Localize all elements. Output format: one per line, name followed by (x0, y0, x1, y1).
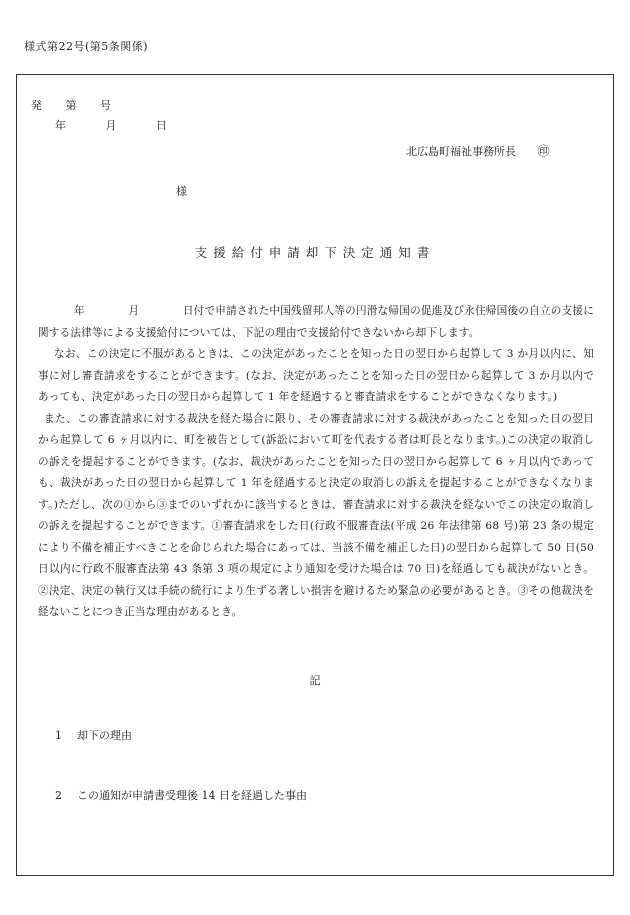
issue-date-line (48, 104, 167, 133)
paragraph-1: 年 月 日付で申請された中国残留邦人等の円滑な帰国の促進及び永住帰国後の自立の支援に関する法律等による支援給付については、下記の理由で支援給付できないから却下します。 (38, 305, 594, 339)
form-number: 様式第22号(第5条関係) (24, 40, 149, 53)
paragraph-2: なお、この決定に不服があるときは、この決定があったことを知った日の翌日から起算して 3 か月以内に、知事に対し審査請求をすることができます。(なお、決定があったことを知った日の翌日から起算して 3 か月以内であっても、決定があった日の翌日から起算して 1 年を経過すると審査請求をすることができなくなります。) (38, 348, 594, 403)
paragraph-3: また、この審査請求に対する裁決を経た場合に限り、その審査請求に対する裁決があったことを知った日の翌日から起算して 6 ヶ月以内に、町を被告として(訴訟において町を代表する者は町長となります。)この決定の取消しの訴えを提起することができます。(なお、裁決があったことを知った日の翌日から起算して 6 ヶ月以内であっても、裁決があった日の翌日から起算して 1 年を経過すると決定の取消しの訴えを提起することができなくなります。)ただし、次の①から③までのいずれかに該当するときは、審査請求に対する裁決を経ないでこの決定の取消しの訴えを提起することができます。①審査請求をした日(行政不服審査法(平成 26 年法律第 68 号)第 23 条の規定により不備を補正すべきことを命じられた場合にあっては、当該不備を補正した日)の翌日から起算して 50 日(50 日以内に行政不服審査法第 43 条第 3 項の規定により通知を受けた場合は 70 日)を経過しても裁決がないとき。②決定、決定の執行又は手続の続行により生ずる著しい損害を避けるため緊急の必要があるとき。③その他裁決を経ないことにつき正当な理由があるとき。 (38, 412, 598, 618)
item-label: 却下の理由 (77, 729, 132, 742)
item-reason (48, 714, 132, 743)
body-text (38, 301, 598, 624)
seal-icon: ㊞ (537, 144, 550, 158)
issue-date-text: 年 月 日 (55, 119, 167, 132)
item-delay-reason (48, 774, 307, 803)
issue-number-text: 発 第 号 (31, 99, 111, 112)
document-title: 支援給付申請却下決定通知書 (194, 245, 436, 260)
ki-heading: 記 (309, 674, 321, 687)
issuer-name: 北広島町福祉事務所長 (406, 145, 516, 158)
item-number: 2 (55, 789, 62, 802)
issuer (406, 142, 550, 159)
item-label: この通知が申請書受理後 14 日を経過した事由 (77, 789, 307, 802)
item-number: 1 (55, 729, 62, 742)
addressee-honorific: 様 (176, 185, 187, 198)
